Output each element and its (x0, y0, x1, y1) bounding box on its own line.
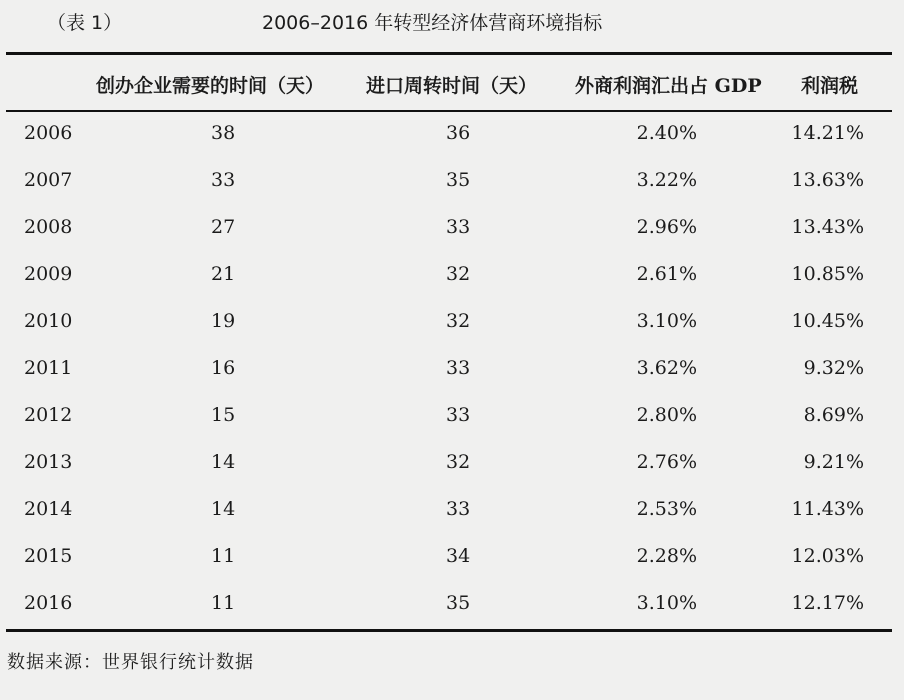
cell-fdi-gdp: 2.28% (636, 545, 697, 567)
cell-profit-tax: 13.63% (791, 169, 864, 191)
cell-start-days: 11 (211, 545, 236, 567)
cell-profit-tax: 13.43% (791, 216, 864, 238)
cell-import-days: 33 (446, 498, 471, 520)
header-profit-tax: 利润税 (801, 75, 859, 97)
table-row (0, 157, 904, 204)
cell-import-days: 35 (446, 592, 471, 614)
table-row (0, 110, 904, 157)
table-row (0, 251, 904, 298)
table-caption (0, 6, 904, 40)
cell-year: 2015 (24, 545, 73, 567)
cell-profit-tax: 9.32% (803, 357, 864, 379)
cell-start-days: 19 (211, 310, 236, 332)
table-row (0, 204, 904, 251)
cell-fdi-gdp: 2.80% (636, 404, 697, 426)
cell-year: 2011 (24, 357, 73, 379)
cell-fdi-gdp: 3.22% (636, 169, 697, 191)
cell-profit-tax: 14.21% (791, 122, 864, 144)
cell-import-days: 35 (446, 169, 471, 191)
cell-year: 2006 (24, 122, 73, 144)
cell-fdi-gdp: 3.62% (636, 357, 697, 379)
cell-profit-tax: 8.69% (803, 404, 864, 426)
cell-import-days: 33 (446, 357, 471, 379)
cell-start-days: 14 (211, 451, 236, 473)
bottom-rule (6, 629, 892, 632)
cell-fdi-gdp: 2.96% (636, 216, 697, 238)
cell-profit-tax: 10.45% (791, 310, 864, 332)
table-row (0, 392, 904, 439)
cell-start-days: 27 (211, 216, 236, 238)
table-row (0, 298, 904, 345)
cell-import-days: 33 (446, 404, 471, 426)
cell-start-days: 38 (211, 122, 236, 144)
cell-import-days: 32 (446, 451, 471, 473)
header-fdi-gdp: 外商利润汇出占 GDP (575, 75, 762, 97)
cell-year: 2010 (24, 310, 73, 332)
table-row (0, 345, 904, 392)
cell-profit-tax: 12.03% (791, 545, 864, 567)
cell-profit-tax: 12.17% (791, 592, 864, 614)
cell-year: 2016 (24, 592, 73, 614)
cell-start-days: 14 (211, 498, 236, 520)
cell-start-days: 15 (211, 404, 236, 426)
header-import-days: 进口周转时间（天） (366, 75, 538, 97)
cell-fdi-gdp: 3.10% (636, 310, 697, 332)
table-number: （表 1） (47, 12, 123, 34)
cell-profit-tax: 10.85% (791, 263, 864, 285)
source-note: 数据来源：世界银行统计数据 (7, 652, 254, 673)
table-row (0, 439, 904, 486)
cell-import-days: 36 (446, 122, 471, 144)
cell-year: 2012 (24, 404, 73, 426)
cell-import-days: 34 (446, 545, 471, 567)
table-body (0, 110, 904, 627)
cell-profit-tax: 9.21% (803, 451, 864, 473)
cell-year: 2007 (24, 169, 73, 191)
table-row (0, 533, 904, 580)
cell-year: 2008 (24, 216, 73, 238)
cell-fdi-gdp: 2.76% (636, 451, 697, 473)
header-start-days: 创办企业需要的时间（天） (96, 75, 325, 97)
cell-start-days: 11 (211, 592, 236, 614)
cell-import-days: 32 (446, 263, 471, 285)
cell-start-days: 33 (211, 169, 236, 191)
cell-year: 2013 (24, 451, 73, 473)
cell-year: 2014 (24, 498, 73, 520)
table-row (0, 486, 904, 533)
cell-start-days: 16 (211, 357, 236, 379)
cell-fdi-gdp: 2.40% (636, 122, 697, 144)
table-row (0, 580, 904, 627)
cell-profit-tax: 11.43% (791, 498, 864, 520)
cell-fdi-gdp: 3.10% (636, 592, 697, 614)
cell-import-days: 33 (446, 216, 471, 238)
cell-fdi-gdp: 2.61% (636, 263, 697, 285)
table-title: 2006–2016 年转型经济体营商环境指标 (262, 12, 603, 34)
cell-start-days: 21 (211, 263, 236, 285)
cell-fdi-gdp: 2.53% (636, 498, 697, 520)
cell-import-days: 32 (446, 310, 471, 332)
cell-year: 2009 (24, 263, 73, 285)
top-rule (6, 52, 892, 55)
